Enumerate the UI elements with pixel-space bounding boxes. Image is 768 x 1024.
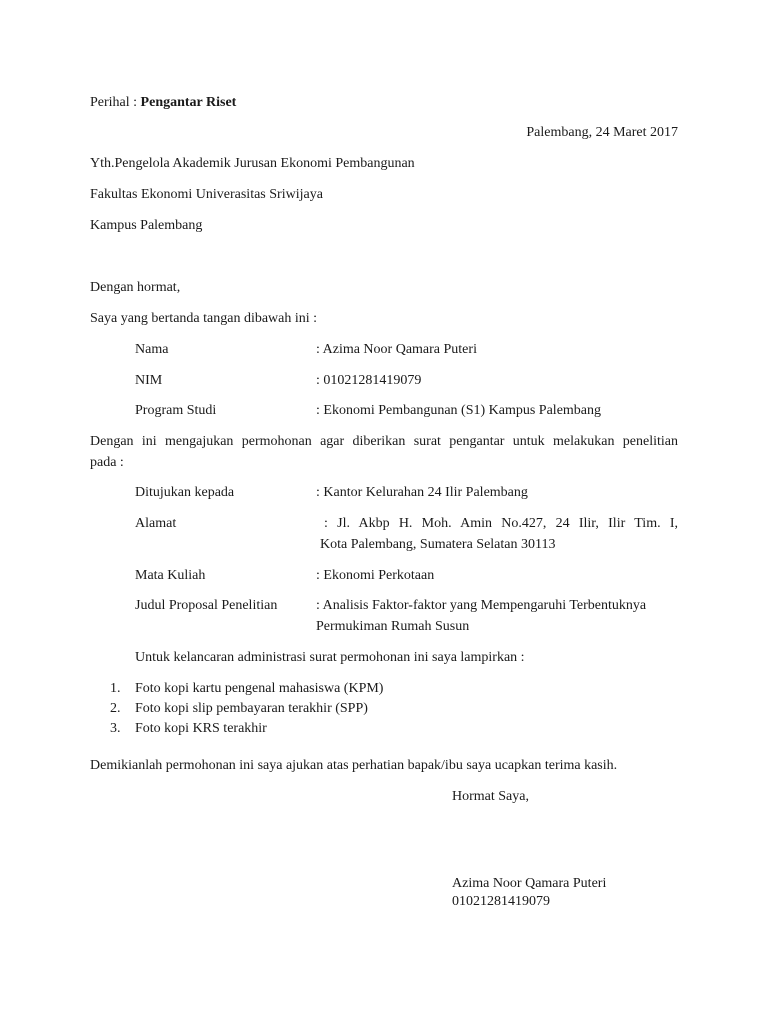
signature-nim: 01021281419079	[452, 894, 550, 909]
attachments-intro: Untuk kelancaran administrasi surat permohonan ini saya lampirkan :	[135, 650, 525, 665]
attachment-number: 3.	[110, 721, 121, 736]
signature-salutation: Hormat Saya,	[452, 789, 529, 804]
subject-line	[90, 95, 236, 111]
attachment-item: Foto kopi KRS terakhir	[135, 721, 267, 736]
proposal-title-line-1: : Analisis Faktor-faktor yang Mempengaruhi Terbentuknya	[316, 598, 647, 613]
recipient-office-label: Ditujukan kepada	[135, 485, 235, 500]
closing-text: Demikianlah permohonan ini saya ajukan atas perhatian bapak/ibu saya ucapkan terima kasih.	[90, 758, 618, 773]
address-line-2: Kota Palembang, Sumatera Selatan 30113	[320, 537, 556, 552]
recipient-line-2: Fakultas Ekonomi Univerasitas Sriwijaya	[90, 187, 323, 202]
course-value: : Ekonomi Perkotaan	[316, 568, 435, 583]
greeting: Dengan hormat,	[90, 280, 181, 295]
attachment-item: Foto kopi kartu pengenal mahasiswa (KPM)	[135, 681, 384, 696]
nim-value: : 01021281419079	[316, 373, 422, 388]
subject-value: Pengantar Riset	[140, 95, 237, 110]
attachment-item: Foto kopi slip pembayaran terakhir (SPP)	[135, 701, 368, 716]
signature-name: Azima Noor Qamara Puteri	[452, 876, 607, 891]
program-value: : Ekonomi Pembangunan (S1) Kampus Palembang	[316, 403, 602, 418]
proposal-title-label: Judul Proposal Penelitian	[135, 598, 278, 613]
nim-label: NIM	[135, 373, 163, 388]
intro-text: Saya yang bertanda tangan dibawah ini :	[90, 311, 318, 326]
program-label: Program Studi	[135, 403, 217, 418]
course-label: Mata Kuliah	[135, 568, 206, 583]
proposal-title-line-2: Permukiman Rumah Susun	[316, 619, 470, 634]
name-label: Nama	[135, 342, 169, 357]
attachment-number: 2.	[110, 701, 121, 716]
recipient-office-value: : Kantor Kelurahan 24 Ilir Palembang	[316, 485, 528, 500]
recipient-line-3: Kampus Palembang	[90, 218, 203, 233]
request-line-1: Dengan ini mengajukan permohonan agar diberikan surat pengantar untuk melakukan penelitian	[90, 434, 678, 449]
address-line-1: : Jl. Akbp H. Moh. Amin No.427, 24 Ilir, Ilir Tim. I,	[324, 516, 678, 531]
request-line-2: pada :	[90, 455, 124, 470]
place-date: Palembang, 24 Maret 2017	[526, 125, 678, 140]
address-label: Alamat	[135, 516, 177, 531]
attachment-number: 1.	[110, 681, 121, 696]
recipient-line-1: Yth.Pengelola Akademik Jurusan Ekonomi Pembangunan	[90, 156, 415, 171]
name-value: : Azima Noor Qamara Puteri	[316, 342, 477, 357]
subject-label: Perihal :	[90, 95, 141, 110]
